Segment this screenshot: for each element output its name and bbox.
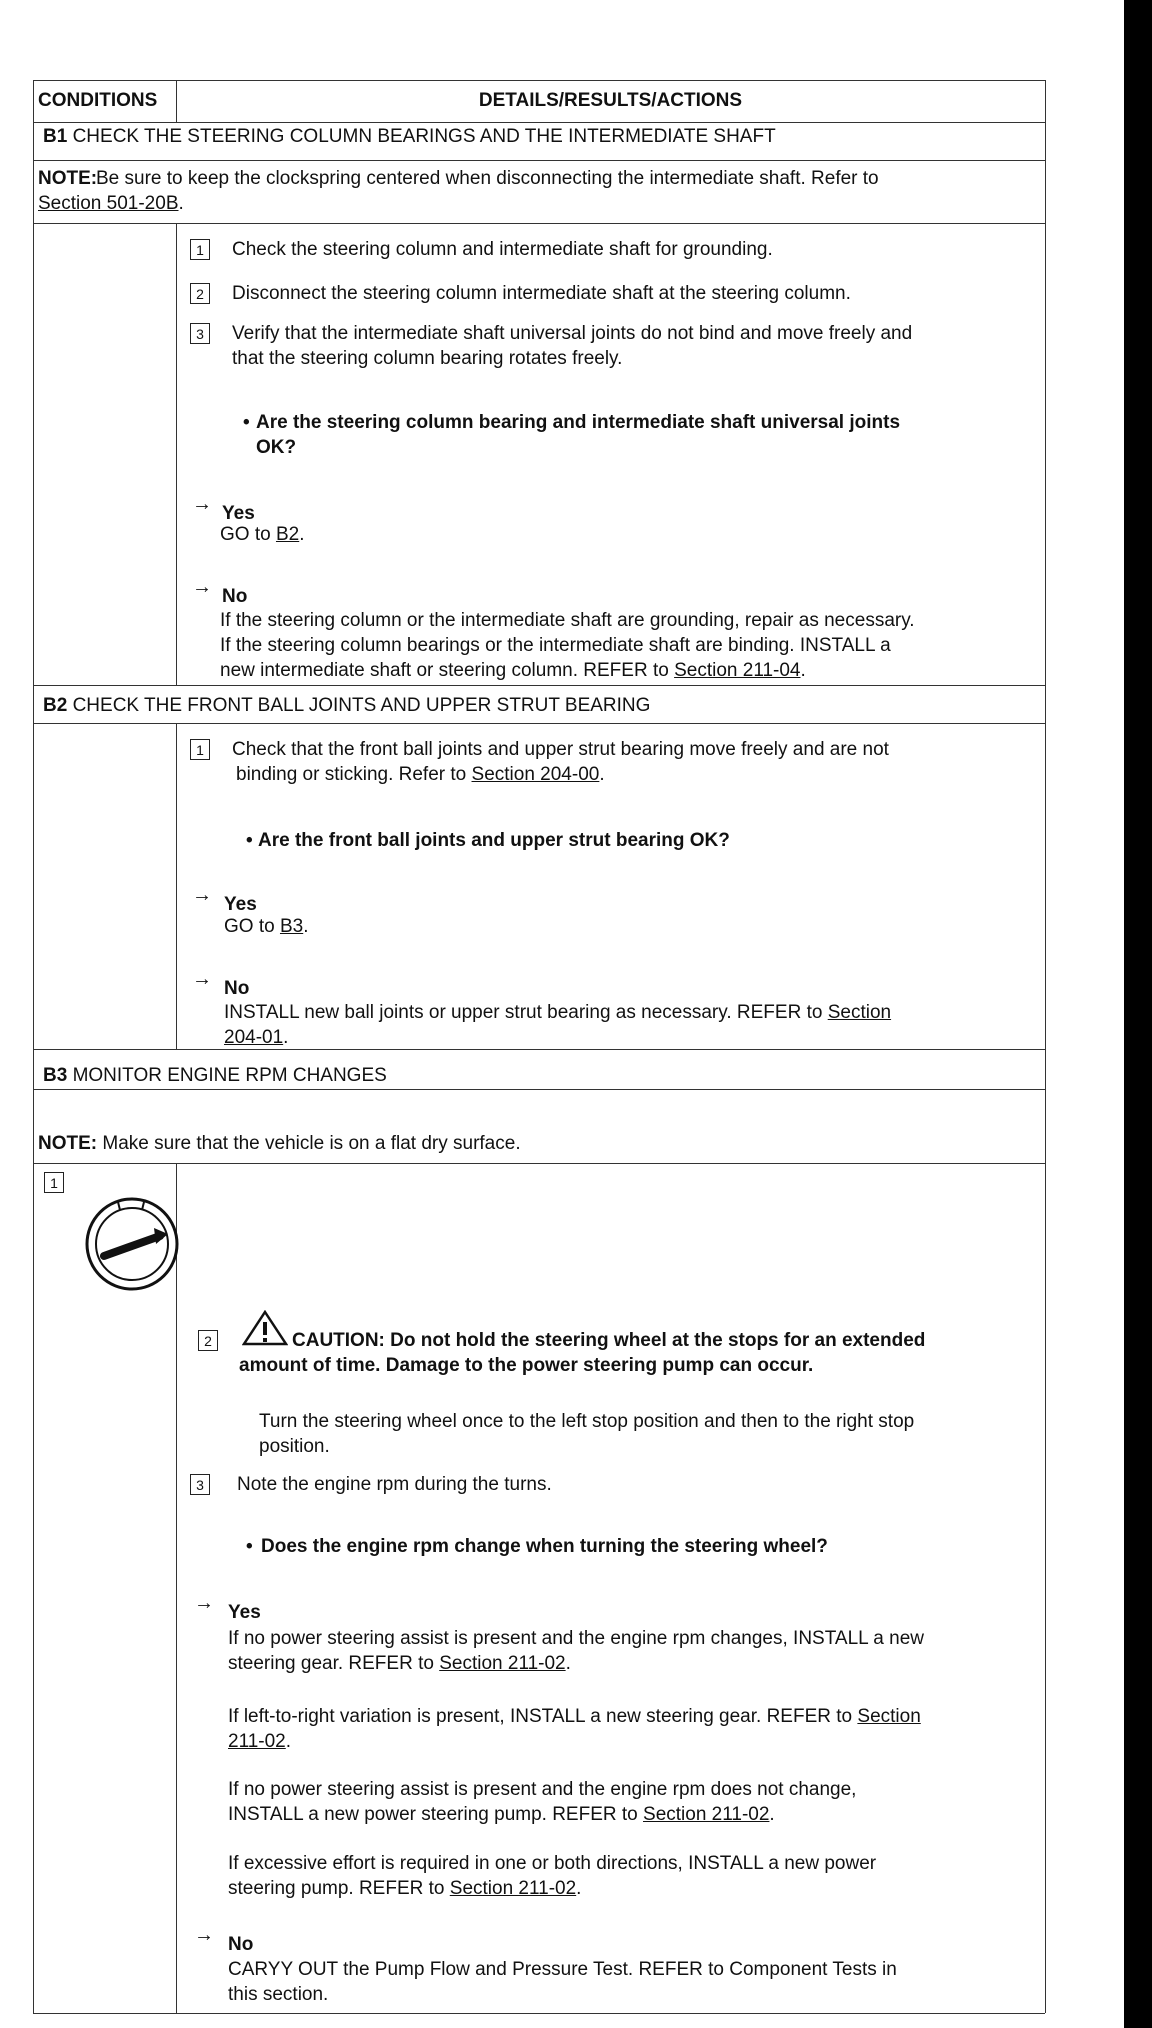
b3-no-label: No (228, 1934, 254, 1955)
b1-step-3 (232, 321, 912, 371)
text-segment: Be sure to keep the clockspring centered when disconnecting the intermediate shaft. Refer to (96, 168, 879, 189)
step-id: B3 (43, 1065, 68, 1086)
text-segment: steering pump. REFER to (228, 1878, 450, 1899)
right-arrow-icon: → (194, 1924, 214, 1946)
section-link[interactable]: Section 204-00 (471, 764, 600, 785)
b3-yes-label: Yes (228, 1602, 261, 1623)
text-line (220, 658, 915, 683)
divider (33, 223, 1045, 224)
text-segment: GO to (220, 524, 276, 545)
text-segment: . (178, 193, 184, 214)
b3-yes-para-3 (228, 1777, 856, 1827)
text-line (259, 1434, 914, 1459)
table-border-top (33, 80, 1045, 81)
step-number-box: 1 (190, 239, 210, 260)
right-arrow-icon: → (194, 1592, 214, 1614)
b2-yes-label: Yes (224, 894, 257, 915)
text-line (232, 281, 851, 306)
text-line (220, 522, 305, 547)
b3-yes-para-4 (228, 1851, 876, 1901)
text-segment: If no power steering assist is present and the engine rpm changes, INSTALL a new (228, 1628, 924, 1649)
divider (33, 160, 1045, 161)
step-number-box: 1 (44, 1172, 64, 1193)
section-link[interactable]: Section 211-02 (643, 1804, 770, 1825)
text-segment: that the steering column bearing rotates freely. (232, 348, 623, 369)
header-details: DETAILS/RESULTS/ACTIONS (478, 90, 743, 111)
bullet-icon: • (246, 830, 253, 851)
text-segment: Verify that the intermediate shaft universal joints do not bind and move freely and (232, 323, 913, 344)
text-line (232, 237, 773, 262)
b1-no-label: No (222, 586, 248, 607)
divider (33, 1163, 1045, 1164)
b3-question (261, 1534, 828, 1559)
b3-title (43, 1063, 387, 1088)
section-link[interactable]: Section 501-20B (38, 193, 179, 214)
text-line (232, 346, 912, 371)
note-text (97, 1133, 520, 1154)
text-segment: Does the engine rpm change when turning the steering wheel? (261, 1536, 828, 1557)
section-link[interactable]: Section (827, 1002, 892, 1023)
text-segment: Are the front ball joints and upper strut bearing OK? (258, 830, 730, 851)
note-label: NOTE: (38, 168, 98, 189)
text-segment: new intermediate shaft or steering column. REFER to (220, 660, 675, 681)
section-link[interactable]: Section (857, 1706, 921, 1727)
b2-title (43, 693, 650, 718)
b3-step-3 (237, 1472, 552, 1497)
text-segment: Turn the steering wheel once to the left stop position and then to the right stop (259, 1411, 915, 1432)
text-segment: . (283, 1027, 289, 1048)
b2-question (258, 828, 730, 853)
text-segment: . (576, 1878, 582, 1899)
text-line (228, 1704, 921, 1729)
table-border-bottom (33, 2013, 1045, 2014)
text-line (97, 1133, 520, 1154)
text-segment: . (800, 660, 806, 681)
steering-wheel-icon (84, 1196, 180, 1292)
text-segment: If left-to-right variation is present, INSTALL a new steering gear. REFER to (228, 1706, 858, 1727)
text-segment: Make sure that the vehicle is on a flat dry surface. (97, 1133, 521, 1154)
b3-note (38, 1131, 521, 1156)
text-segment: If the steering column bearings or the intermediate shaft are binding. INSTALL a (220, 635, 891, 656)
column-divider (176, 723, 177, 1049)
step-title: CHECK THE FRONT BALL JOINTS AND UPPER STRUT BEARING (67, 695, 651, 716)
bullet-icon: • (243, 412, 250, 433)
step-number-box: 1 (190, 739, 210, 760)
text-line (239, 1353, 925, 1378)
text-line (228, 1626, 924, 1651)
text-line (38, 191, 879, 216)
text-segment: . (769, 1804, 775, 1825)
text-line (228, 1651, 924, 1676)
text-segment: . (565, 1653, 571, 1674)
text-line (258, 828, 730, 853)
b3-yes-para-1 (228, 1626, 924, 1676)
section-link[interactable]: Section 211-02 (449, 1878, 577, 1899)
b3-yes-para-2 (228, 1704, 921, 1754)
text-line (256, 435, 900, 460)
note-label: NOTE: (38, 1133, 98, 1154)
text-line (259, 1409, 914, 1434)
text-line (224, 1000, 891, 1025)
text-segment: . (599, 764, 605, 785)
bullet-icon: • (246, 1536, 253, 1557)
text-segment: . (299, 524, 305, 545)
text-line (228, 1729, 921, 1754)
right-arrow-icon: → (192, 968, 212, 990)
text-line (232, 321, 912, 346)
text-segment: If no power steering assist is present and the engine rpm does not change, (228, 1779, 857, 1800)
step-number-box: 3 (190, 1474, 210, 1495)
text-segment: Check the steering column and intermediate shaft for grounding. (232, 239, 773, 260)
section-link[interactable]: B3 (279, 916, 304, 937)
text-segment: OK? (256, 437, 297, 458)
step-number-box: 2 (190, 283, 210, 304)
text-segment: amount of time. Damage to the power steering pump can occur. (239, 1355, 814, 1376)
text-segment: binding or sticking. Refer to (236, 764, 472, 785)
text-segment: Check that the front ball joints and upper strut bearing move freely and are not (232, 739, 889, 760)
table-border-left (33, 80, 34, 2013)
divider (33, 1089, 1045, 1090)
text-line (232, 737, 889, 762)
b1-note (38, 166, 879, 216)
text-segment: position. (259, 1436, 330, 1457)
text-line (239, 1328, 925, 1353)
section-link[interactable]: Section 211-04 (674, 660, 801, 681)
text-line (228, 1876, 876, 1901)
text-line (256, 410, 900, 435)
text-segment: CAUTION: Do not hold the steering wheel at the stops for an extended (292, 1330, 926, 1351)
text-line (261, 1534, 828, 1559)
step-number-box: 3 (190, 323, 210, 344)
text-segment: Disconnect the steering column intermediate shaft at the steering column. (232, 283, 851, 304)
b1-step-1 (232, 237, 773, 262)
text-segment: CARYY OUT the Pump Flow and Pressure Test. REFER to Component Tests in (228, 1959, 897, 1980)
b2-no-label: No (224, 978, 250, 999)
b1-yes-action (220, 522, 305, 547)
b3-no-action (228, 1957, 897, 2007)
step-title: MONITOR ENGINE RPM CHANGES (67, 1065, 387, 1086)
step-number-box: 2 (198, 1330, 218, 1351)
text-segment: steering gear. REFER to (228, 1653, 440, 1674)
text-line (228, 1802, 856, 1827)
text-line (228, 1982, 897, 2007)
text-segment: GO to (224, 916, 280, 937)
section-link[interactable]: B2 (275, 524, 300, 545)
text-line (220, 608, 915, 633)
text-segment: If excessive effort is required in one or both directions, INSTALL a new power (228, 1853, 877, 1874)
text-segment: If the steering column or the intermediate shaft are grounding, repair as necessary. (220, 610, 915, 631)
column-divider (176, 223, 177, 685)
section-link[interactable]: 211-02 (228, 1731, 286, 1752)
divider (33, 723, 1045, 724)
step-id: B2 (43, 695, 68, 716)
text-line (224, 1025, 891, 1050)
right-arrow-icon: → (192, 493, 212, 515)
text-segment: Note the engine rpm during the turns. (237, 1474, 552, 1495)
text-line (228, 1777, 856, 1802)
b2-step-1 (232, 737, 889, 787)
section-link[interactable]: 204-01 (224, 1027, 284, 1048)
b2-yes-action (224, 914, 309, 939)
text-line (38, 166, 879, 191)
b1-question (256, 410, 900, 460)
text-line (220, 633, 915, 658)
section-link[interactable]: Section 211-02 (439, 1653, 566, 1674)
text-segment: . (285, 1731, 292, 1752)
text-segment: this section. (228, 1984, 329, 2005)
step-title: CHECK THE STEERING COLUMN BEARINGS AND THE INTERMEDIATE SHAFT (67, 126, 776, 147)
b1-step-2 (232, 281, 851, 306)
scan-edge (1124, 0, 1152, 2028)
text-line (228, 1957, 897, 1982)
b1-yes-label: Yes (222, 503, 255, 524)
text-segment: Are the steering column bearing and intermediate shaft universal joints (256, 412, 901, 433)
note-text (38, 166, 879, 216)
text-line (237, 1472, 552, 1497)
b2-no-action (224, 1000, 891, 1050)
text-segment: INSTALL new ball joints or upper strut bearing as necessary. REFER to (224, 1002, 828, 1023)
divider (33, 122, 1045, 123)
caution-text (239, 1328, 925, 1378)
divider (33, 685, 1045, 686)
step-id: B1 (43, 126, 68, 147)
header-conditions: CONDITIONS (38, 90, 158, 111)
b3-step-2-instruction (259, 1409, 914, 1459)
right-arrow-icon: → (192, 576, 212, 598)
text-line (228, 1851, 876, 1876)
text-line (232, 762, 889, 787)
right-arrow-icon: → (192, 884, 212, 906)
table-border-right (1045, 80, 1046, 2013)
b1-no-action (220, 608, 915, 683)
text-line (224, 914, 309, 939)
text-segment: INSTALL a new power steering pump. REFER to (228, 1804, 644, 1825)
text-segment: . (303, 916, 309, 937)
b1-title (43, 124, 776, 149)
